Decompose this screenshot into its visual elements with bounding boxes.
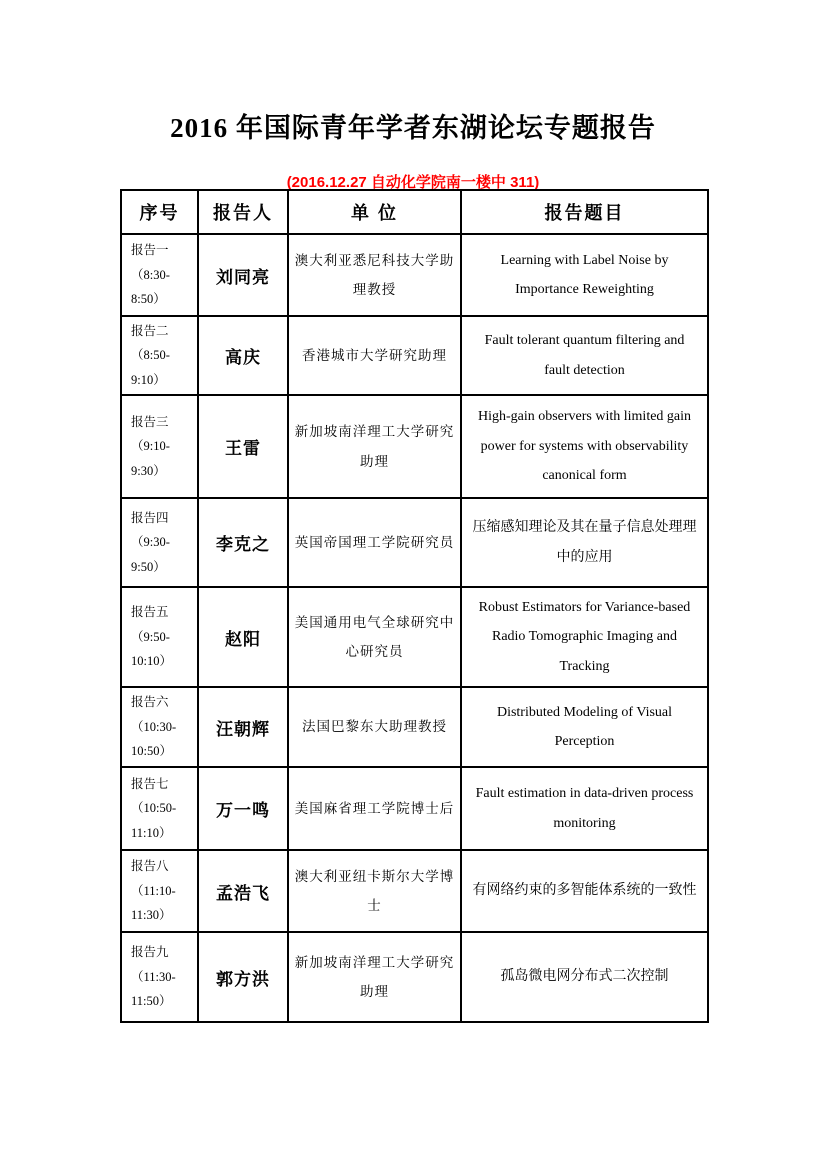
table-row xyxy=(121,395,708,498)
cell-topic: Fault tolerant quantum filtering and fault detection xyxy=(461,316,708,395)
cell-speaker: 郭方洪 xyxy=(198,932,288,1022)
cell-affiliation: 新加坡南洋理工大学研究助理 xyxy=(288,932,461,1022)
cell-affiliation: 英国帝国理工学院研究员 xyxy=(288,498,461,587)
cell-speaker: 李克之 xyxy=(198,498,288,587)
cell-serial: 报告四 （9:30- 9:50） xyxy=(121,498,198,587)
cell-affiliation: 新加坡南洋理工大学研究助理 xyxy=(288,395,461,498)
cell-affiliation: 美国麻省理工学院博士后 xyxy=(288,767,461,850)
cell-speaker: 刘同亮 xyxy=(198,234,288,316)
header-speaker: 报告人 xyxy=(198,190,288,234)
cell-serial: 报告九 （11:30- 11:50） xyxy=(121,932,198,1022)
cell-affiliation: 法国巴黎东大助理教授 xyxy=(288,687,461,767)
header-topic: 报告题目 xyxy=(461,190,708,234)
table-row xyxy=(121,932,708,1022)
cell-serial: 报告三 （9:10- 9:30） xyxy=(121,395,198,498)
table-row xyxy=(121,498,708,587)
cell-speaker: 汪朝辉 xyxy=(198,687,288,767)
table-row xyxy=(121,767,708,850)
table-row xyxy=(121,587,708,687)
cell-speaker: 万一鸣 xyxy=(198,767,288,850)
cell-serial: 报告五 （9:50- 10:10） xyxy=(121,587,198,687)
cell-affiliation: 美国通用电气全球研究中心研究员 xyxy=(288,587,461,687)
header-serial: 序号 xyxy=(121,190,198,234)
cell-speaker: 高庆 xyxy=(198,316,288,395)
cell-topic: Fault estimation in data-driven process monitoring xyxy=(461,767,708,850)
page-title: 2016 年国际青年学者东湖论坛专题报告 xyxy=(170,113,656,143)
table-header-row xyxy=(121,190,708,234)
schedule-table xyxy=(120,189,709,1023)
table-row xyxy=(121,687,708,767)
cell-topic: 压缩感知理论及其在量子信息处理理中的应用 xyxy=(461,498,708,587)
cell-topic: Distributed Modeling of Visual Perception xyxy=(461,687,708,767)
cell-serial: 报告七 （10:50- 11:10） xyxy=(121,767,198,850)
table-row xyxy=(121,316,708,395)
cell-affiliation: 香港城市大学研究助理 xyxy=(288,316,461,395)
cell-speaker: 王雷 xyxy=(198,395,288,498)
cell-serial: 报告八 （11:10- 11:30） xyxy=(121,850,198,932)
cell-speaker: 赵阳 xyxy=(198,587,288,687)
cell-serial: 报告二 （8:50- 9:10） xyxy=(121,316,198,395)
cell-topic: High-gain observers with limited gain power for systems with observability canonical form xyxy=(461,395,708,498)
cell-topic: Learning with Label Noise by Importance Reweighting xyxy=(461,234,708,316)
cell-affiliation: 澳大利亚悉尼科技大学助理教授 xyxy=(288,234,461,316)
cell-serial: 报告一 （8:30- 8:50） xyxy=(121,234,198,316)
cell-affiliation: 澳大利亚纽卡斯尔大学博士 xyxy=(288,850,461,932)
table-row xyxy=(121,850,708,932)
cell-speaker: 孟浩飞 xyxy=(198,850,288,932)
table-row xyxy=(121,234,708,316)
header-affiliation: 单 位 xyxy=(288,190,461,234)
cell-topic: 有网络约束的多智能体系统的一致性 xyxy=(461,850,708,932)
cell-serial: 报告六 （10:30- 10:50） xyxy=(121,687,198,767)
cell-topic: 孤岛微电网分布式二次控制 xyxy=(461,932,708,1022)
cell-topic: Robust Estimators for Variance-based Radio Tomographic Imaging and Tracking xyxy=(461,587,708,687)
date-location-subtitle: (2016.12.27 自动化学院南一楼中 311) xyxy=(286,174,540,191)
